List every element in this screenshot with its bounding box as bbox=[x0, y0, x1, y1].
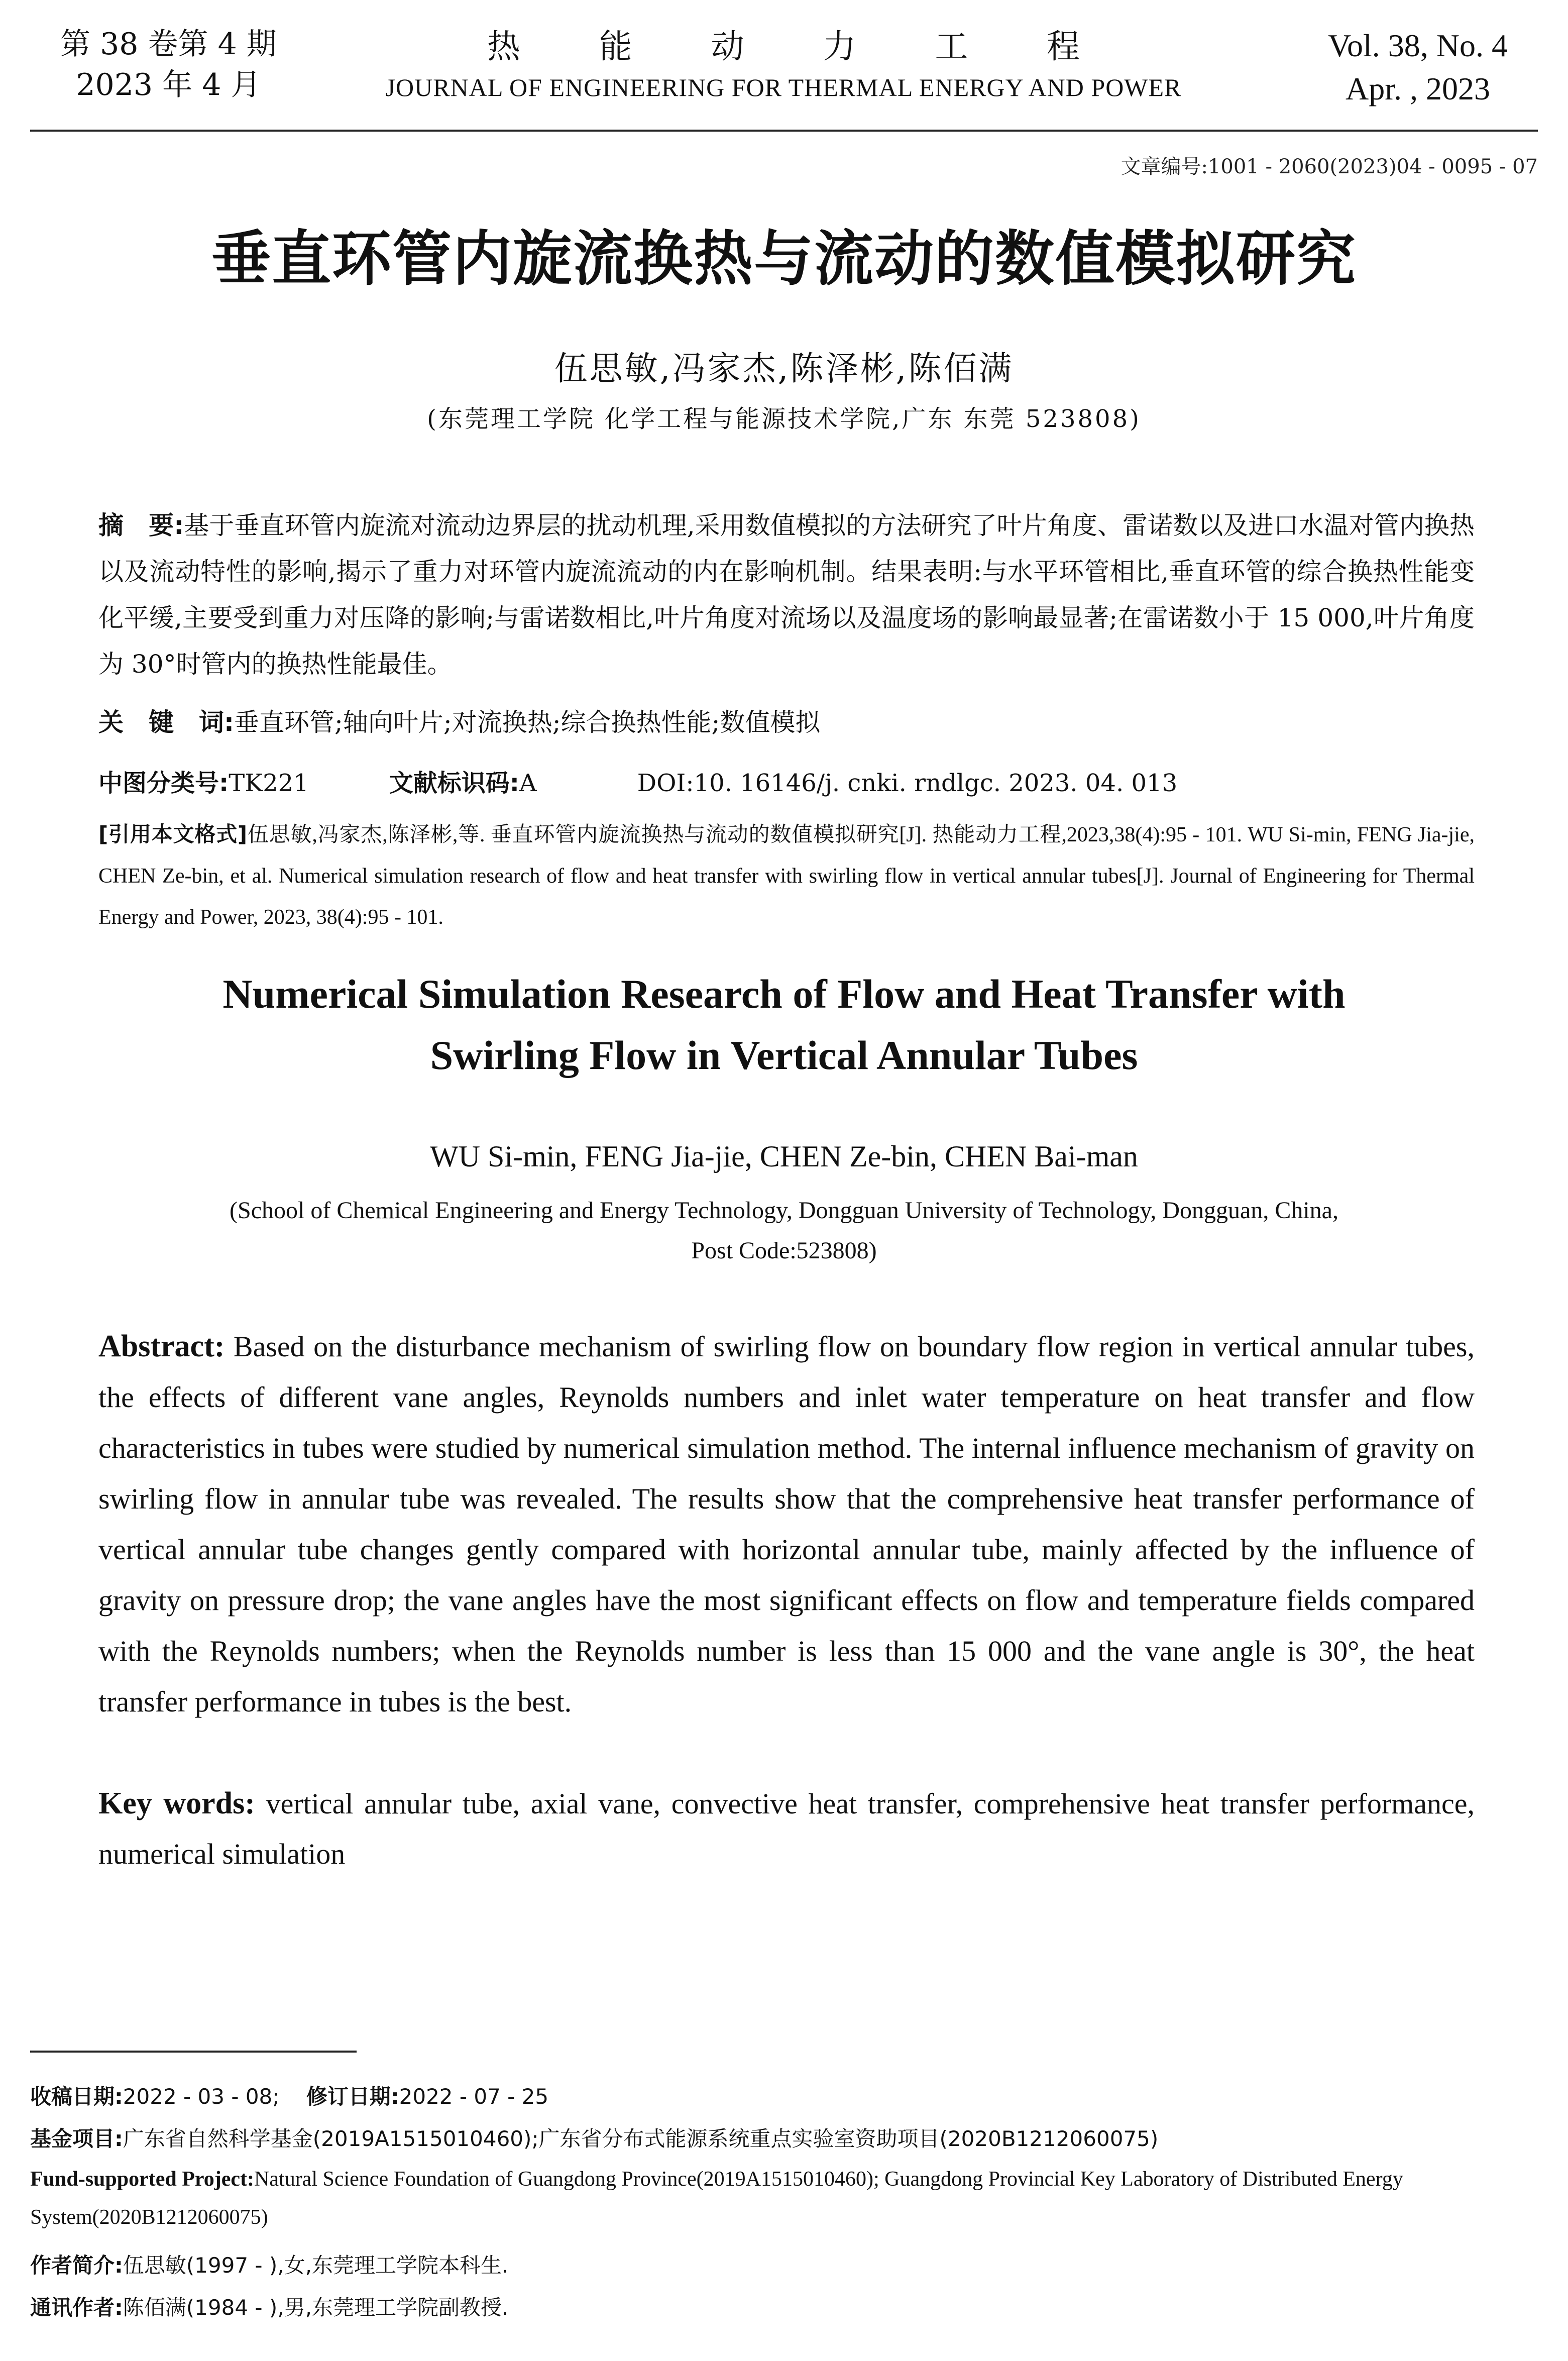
footnote-rule bbox=[30, 2051, 357, 2053]
authors-en: WU Si-min, FENG Jia-jie, CHEN Ze-bin, CHEN Bai-man bbox=[430, 1140, 1138, 1173]
date-cn: 2023 年 4 月 bbox=[76, 67, 261, 102]
citation-label: [引用本文格式] bbox=[98, 822, 248, 846]
volume-en: Vol. 38, No. 4 bbox=[1328, 28, 1508, 63]
journal-char: 动 bbox=[711, 27, 744, 66]
volume-cn: 第 38 卷第 4 期 bbox=[60, 27, 277, 62]
fund-label: 基金项目: bbox=[30, 2126, 123, 2151]
doc-code-value: A bbox=[519, 769, 537, 797]
title-en-line: Numerical Simulation Research of Flow and Heat Transfer with bbox=[222, 971, 1346, 1017]
received-value: 2022 - 03 - 08; bbox=[123, 2084, 280, 2109]
citation-block bbox=[98, 814, 1475, 938]
title-en-line: Swirling Flow in Vertical Annular Tubes bbox=[430, 1032, 1138, 1078]
author-label: 作者简介: bbox=[30, 2253, 123, 2278]
header-left bbox=[60, 24, 277, 105]
keywords-cn-text: 垂直环管;轴向叶片;对流换热;综合换热性能;数值模拟 bbox=[234, 708, 821, 737]
header-right bbox=[1328, 24, 1508, 111]
abstract-en-text: Based on the disturbance mechanism of swirling flow on boundary flow region in vertical annular tubes, the effects of different vane angles, Reynolds numbers and inlet water temperature on heat transfer and flow characteristics in tubes were studied by numerical simulation method. The internal influence mechanism of gravity on swirling flow in annular tube was revealed. The results show that the comprehensive heat transfer performance of vertical annular tube changes gently compared with horizontal annular tube, mainly affected by the influence of gravity on pressure drop; the vane angles have the most significant effects on flow and temperature fields compared with the Reynolds numbers; when the Reynolds number is less than 15 000 and the vane angle is 30°, the heat transfer performance in tubes is the best. bbox=[98, 1330, 1475, 1718]
date-en: Apr. , 2023 bbox=[1346, 71, 1491, 107]
footnote-fund-en bbox=[30, 2160, 1477, 2236]
received-label: 收稿日期: bbox=[30, 2084, 123, 2109]
affiliation-en-line: (School of Chemical Engineering and Energy Technology, Dongguan University of Technology, Dongguan, China, bbox=[230, 1197, 1338, 1224]
clc-value: TK221 bbox=[229, 769, 309, 797]
authors-cn: 伍思敏,冯家杰,陈泽彬,陈佰满 bbox=[554, 349, 1014, 388]
affiliation-en bbox=[151, 1191, 1417, 1271]
corr-value: 陈佰满(1984 - ),男,东莞理工学院副教授. bbox=[123, 2295, 509, 2320]
abstract-en bbox=[98, 1321, 1475, 1727]
clc-label: 中图分类号: bbox=[98, 769, 229, 797]
abstract-cn-text: 基于垂直环管内旋流对流动边界层的扰动机理,采用数值模拟的方法研究了叶片角度、雷诺数以及进口水温对管内换热以及流动特性的影响,揭示了重力对环管内旋流流动的内在影响机制。结果表明:与水平环管相比,垂直环管的综合换热性能变化平缓,主要受到重力对压降的影响;与雷诺数相比,叶片角度对流场以及温度场的影响最显著;在雷诺数小于 15 000,叶片角度为 30°时管内的换热性能最佳。 bbox=[98, 511, 1475, 679]
title-cn: 垂直环管内旋流换热与流动的数值模拟研究 bbox=[211, 224, 1357, 293]
abstract-cn bbox=[98, 502, 1475, 687]
abstract-cn-label: 摘 要: bbox=[98, 511, 184, 540]
header-center bbox=[352, 24, 1215, 105]
footnote-author bbox=[30, 2246, 1477, 2285]
journal-char: 力 bbox=[823, 27, 856, 66]
footnote-corresponding bbox=[30, 2289, 1477, 2327]
author-value: 伍思敏(1997 - ),女,东莞理工学院本科生. bbox=[123, 2253, 509, 2278]
keywords-en bbox=[98, 1778, 1475, 1879]
keywords-en-label: Key words: bbox=[98, 1786, 255, 1820]
title-en bbox=[0, 963, 1568, 1086]
journal-title-en: JOURNAL OF ENGINEERING FOR THERMAL ENERGY AND POWER bbox=[385, 73, 1182, 102]
journal-char: 能 bbox=[599, 27, 632, 66]
footnote-dates bbox=[30, 2078, 1477, 2116]
abstract-en-label: Abstract: bbox=[98, 1329, 225, 1363]
journal-char: 热 bbox=[487, 27, 520, 66]
journal-title-cn bbox=[352, 24, 1215, 69]
keywords-cn-label: 关 键 词: bbox=[98, 708, 234, 737]
journal-char: 程 bbox=[1046, 27, 1080, 66]
doi: DOI:10. 16146/j. cnki. rndlgc. 2023. 04. 013 bbox=[637, 769, 1178, 797]
doc-code-label: 文献标识码: bbox=[389, 769, 519, 797]
article-number: 文章编号:1001 - 2060(2023)04 - 0095 - 07 bbox=[1121, 155, 1538, 178]
footnote-fund-cn bbox=[30, 2120, 1477, 2158]
classification-line bbox=[98, 764, 1475, 798]
fund-en-label: Fund-supported Project: bbox=[30, 2168, 255, 2191]
corr-label: 通讯作者: bbox=[30, 2295, 123, 2320]
keywords-cn bbox=[98, 702, 820, 738]
affiliation-en-line: Post Code:523808) bbox=[691, 1237, 877, 1264]
revised-value: 2022 - 07 - 25 bbox=[399, 2084, 549, 2109]
journal-char: 工 bbox=[935, 27, 968, 66]
fund-en-value: Natural Science Foundation of Guangdong Province(2019A1515010460); Guangdong Provincial Key Laboratory of Distributed Energy System(2020B1212060075) bbox=[30, 2168, 1403, 2229]
fund-value: 广东省自然科学基金(2019A1515010460);广东省分布式能源系统重点实验室资助项目(2020B1212060075) bbox=[123, 2126, 1159, 2151]
citation-text: 伍思敏,冯家杰,陈泽彬,等. 垂直环管内旋流换热与流动的数值模拟研究[J]. 热能动力工程,2023,38(4):95 - 101. WU Si-min, FENG Jia-jie, CHEN Ze-bin, et al. Numerical simulation research of flow and heat transfer with swirling flow in vertical annular tubes[J]. Journal of Engineering for Thermal Energy and Power, 2023, 38(4):95 - 101. bbox=[98, 823, 1475, 929]
revised-label: 修订日期: bbox=[306, 2084, 399, 2109]
affiliation-cn: (东莞理工学院 化学工程与能源技术学院,广东 东莞 523808) bbox=[427, 405, 1141, 433]
header-rule bbox=[30, 130, 1538, 132]
keywords-en-text: vertical annular tube, axial vane, convective heat transfer, comprehensive heat transfer performance, numerical simulation bbox=[98, 1787, 1475, 1870]
